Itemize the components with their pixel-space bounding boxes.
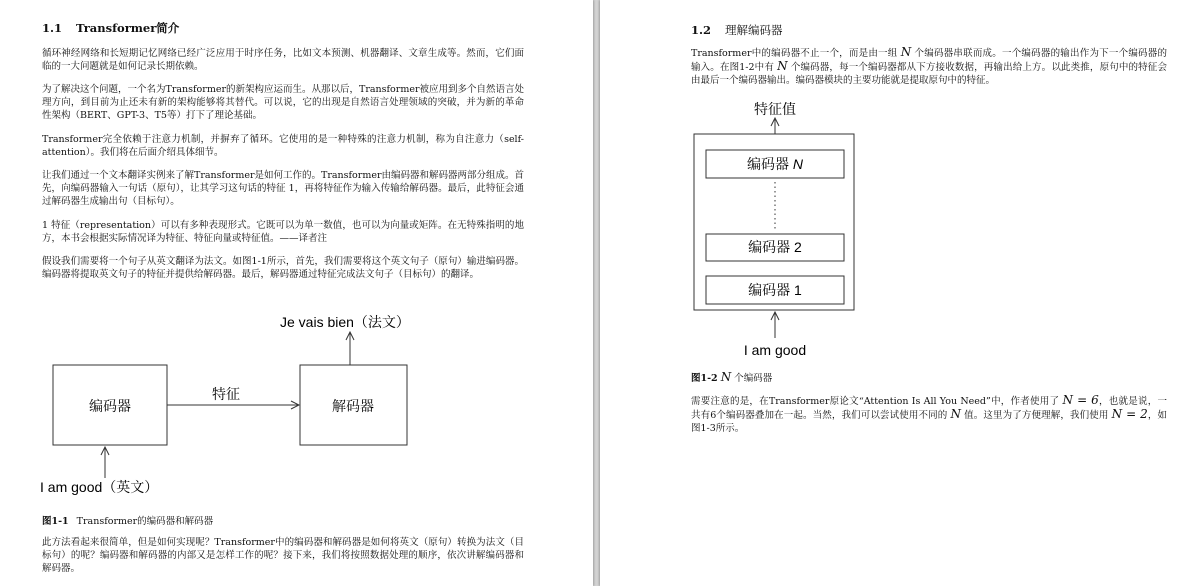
math-eq: N = 2	[1111, 407, 1148, 421]
math-n: N	[950, 407, 962, 421]
math-eq: N = 6	[1062, 393, 1099, 407]
caption-number: 图1-1	[42, 516, 69, 527]
paragraph: 此方法看起来很简单，但是如何实现呢？Transformer中的编码器和解码器是如何将英文（原句）转换为法文（目标句）的呢？编码器和解码器的内部又是怎样工作的呢？接下来，我们将按照数据处理的顺序，依次讲解编码器和解码器。	[42, 537, 524, 574]
intro-paragraph	[691, 46, 1167, 87]
output-label: Je vais bien（法文）	[280, 314, 410, 330]
paragraph: 为了解决这个问题，一个名为Transformer的新架构应运而生。从那以后，Transformer被应用到多个自然语言处理方向，到目前为止还未有新的架构能够将其替代。可以说，它的出现是自然语言处理领域的突破，并为新的革命性架构（BERT、GPT-3、T5等）打下了理论基础。	[42, 84, 524, 121]
output-label: 特征值	[754, 101, 796, 117]
math-n: N	[900, 45, 912, 59]
input-label: I am good	[743, 342, 807, 358]
figure-1-1-diagram	[30, 305, 450, 505]
section-number: 1.1	[42, 21, 63, 35]
figure-caption	[691, 370, 772, 384]
encoder-n-var: N	[792, 156, 804, 172]
feature-label: 特征	[212, 386, 240, 402]
page-gutter	[593, 0, 600, 586]
caption-text: Transformer的编码器和解码器	[76, 516, 214, 527]
text-run: 值。这里为了方便理解，我们使用	[964, 410, 1109, 421]
note-paragraph	[691, 394, 1167, 435]
encoder-n-text: 编码器	[746, 156, 789, 172]
text-run: ，如图1-3所示。	[691, 410, 1167, 434]
text-run: 需要注意的是，在Transformer原论文“Attention Is All You Need”中，作者使用了	[691, 396, 1060, 407]
section-heading-1-2	[691, 22, 783, 38]
encoder-2-label: 编码器 2	[748, 239, 802, 255]
encoder-1-label: 编码器 1	[748, 282, 802, 298]
section-number: 1.2	[691, 23, 712, 37]
figure-caption	[42, 513, 213, 527]
paragraph: 让我们通过一个文本翻译实例来了解Transformer是如何工作的。Transformer由编码器和解码器两部分组成。首先，向编码器输入一句话（原句），让其学习这句话的特征 1，再将特征作为输入传输给解码器。最后，此特征会通过解码器生成输出句（目标句）。	[42, 170, 524, 207]
section-title: 理解编码器	[725, 23, 783, 37]
encoder-label: 编码器	[89, 398, 131, 414]
footnote: 1 特征（representation）可以有多种表现形式。它既可以为单一数值，也可以为向量或矩阵。在无特殊指明的地方，本书会根据实际情况译为特征、特征向量或特征值。——译者注	[42, 220, 524, 244]
paragraph: Transformer完全依赖于注意力机制，并摒弃了循环。它使用的是一种特殊的注意力机制，称为自注意力（self-attention）。我们将在后面介绍具体细节。	[42, 134, 524, 158]
section-title: Transformer简介	[76, 21, 180, 35]
left-page	[0, 0, 593, 586]
text-run: ，也就是说，一共有6个编码器叠加在一起。当然，我们可以尝试使用不同的	[691, 396, 1167, 421]
encoder-n-label	[747, 156, 804, 172]
caption-number: 图1-2	[691, 373, 718, 384]
section-heading-1-1	[42, 20, 179, 36]
paragraph: 循环神经网络和长短期记忆网络已经广泛应用于时序任务，比如文本预测、机器翻译、文章生成等。然而，它们面临的一大问题就是如何记录长期依赖。	[42, 48, 524, 72]
figure-1-2-diagram	[692, 96, 862, 364]
caption-var: N	[720, 370, 732, 384]
input-label: I am good（英文）	[40, 479, 159, 495]
text-run: 个编码器串联而成。一个编码器的输出作为下一个编码器的输入。在图1-2中有	[691, 48, 1167, 73]
caption-text: 个编码器	[734, 373, 773, 384]
text-run: Transformer中的编码器不止一个，而是由一组	[691, 48, 898, 59]
right-page	[600, 0, 1204, 586]
decoder-label: 解码器	[332, 398, 374, 414]
text-run: 个编码器，每一个编码器都从下方接收数据，再输出给上方。以此类推，原句中的特征会由最后一个编码器输出。编码器模块的主要功能就是提取原句中的特征。	[691, 62, 1167, 86]
paragraph: 假设我们需要将一个句子从英文翻译为法文。如图1-1所示，首先，我们需要将这个英文句子（原句）输进编码器。编码器将提取英文句子的特征并提供给解码器。最后，解码器通过特征完成法文句子（目标句）的翻译。	[42, 256, 524, 280]
math-n: N	[777, 59, 788, 73]
